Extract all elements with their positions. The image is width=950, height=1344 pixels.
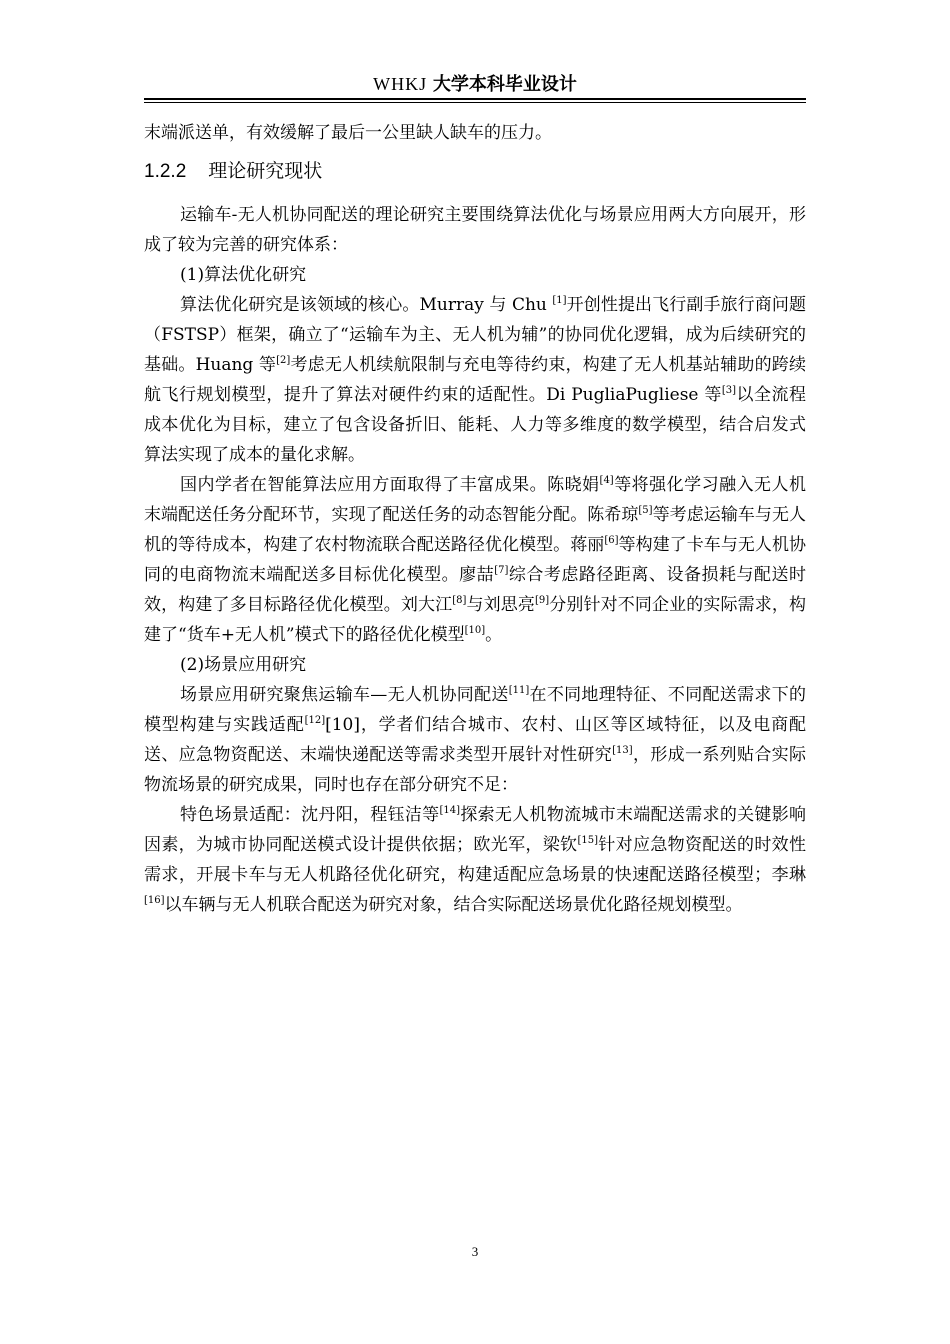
subheading-scenario: (2)场景应用研究 bbox=[180, 655, 307, 675]
page-body bbox=[144, 118, 806, 920]
citation-9: [9] bbox=[535, 595, 550, 606]
header-code: WHKJ bbox=[373, 74, 428, 94]
page-header bbox=[144, 72, 806, 96]
paragraph-domestic bbox=[144, 470, 806, 650]
text-run: 等构建了卡车与无人机协同的电商物流末端配送多目标优化模型。廖喆 bbox=[144, 535, 807, 585]
section-title: 理论研究现状 bbox=[208, 160, 323, 182]
citation-7: [7] bbox=[494, 565, 509, 576]
citation-15: [15] bbox=[577, 835, 598, 846]
citation-11: [11] bbox=[508, 685, 530, 696]
text-run: 在不同地理特征、不同配送需求下的模型构建与实践适配 bbox=[144, 685, 807, 735]
text-run: 以全流程成本优化为目标，建立了包含设备折旧、能耗、人力等多维度的数学模型，结合启发式算法实现了成本的量化求解。 bbox=[144, 385, 806, 465]
citation-14: [14] bbox=[439, 805, 461, 816]
text-run: [10]，学者们结合城市、农村、山区等区域特征，以及电商配送、应急物资配送、末端快递配送等需求类型开展针对性研究 bbox=[144, 715, 806, 765]
text-run: 国内学者在智能算法应用方面取得了丰富成果。陈晓娟 bbox=[180, 475, 600, 495]
text-run: 考虑无人机续航限制与充电等待约束，构建了无人机基站辅助的跨续航飞行规划模型，提升了算法对硬件约束的适配性。Di PugliaPugliese 等 bbox=[144, 355, 806, 405]
header-title: 大学本科毕业设计 bbox=[432, 74, 577, 95]
text-run: 场景应用研究聚焦运输车—无人机协同配送 bbox=[180, 685, 509, 705]
text-run: 等将强化学习融入无人机末端配送任务分配环节，实现了配送任务的动态智能分配。陈希琼 bbox=[144, 475, 807, 525]
text-run: 探索无人机物流城市末端配送需求的关键影响因素，为城市协同配送模式设计提供依据；欧光军，梁钦 bbox=[144, 805, 807, 855]
text-run: 以车辆与无人机联合配送为研究对象，结合实际配送场景优化路径规划模型。 bbox=[164, 895, 743, 915]
subheading-algorithm: (1)算法优化研究 bbox=[180, 265, 307, 285]
paragraph-scenario bbox=[144, 680, 806, 800]
header-rule-thick bbox=[144, 98, 806, 100]
section-heading bbox=[144, 156, 806, 187]
citation-4: [4] bbox=[599, 475, 614, 486]
paragraph-special-scenarios bbox=[144, 800, 806, 920]
citation-8: [8] bbox=[452, 595, 467, 606]
page-number: 3 bbox=[471, 1244, 479, 1259]
text-run: ，形成一系列贴合实际物流场景的研究成果，同时也存在部分研究不足： bbox=[144, 745, 807, 795]
text-run: 分别针对不同企业的实际需求，构建了“货车+无人机”模式下的路径优化模型 bbox=[144, 595, 807, 645]
citation-2: [2] bbox=[276, 355, 291, 366]
text-run: 等考虑运输车与无人机的等待成本，构建了农村物流联合配送路径优化模型。蒋丽 bbox=[144, 505, 807, 555]
text-run: 开创性提出飞行副手旅行商问题（FSTSP）框架，确立了“运输车为主、无人机为辅”的协同优化逻辑，成为后续研究的基础。Huang 等 bbox=[144, 295, 807, 375]
text-run: 针对应急物资配送的时效性需求，开展卡车与无人机路径优化研究，构建适配应急场景的快速配送路径模型；李琳 bbox=[144, 835, 807, 885]
text-run: 综合考虑路径距离、设备损耗与配送时效，构建了多目标路径优化模型。刘大江 bbox=[144, 565, 807, 615]
paragraph-algorithm bbox=[144, 290, 806, 470]
citation-3: [3] bbox=[721, 385, 737, 396]
header-rule-thin bbox=[144, 102, 806, 103]
intro-paragraph: 运输车-无人机协同配送的理论研究主要围绕算法优化与场景应用两大方向展开，形成了较为完善的研究体系： bbox=[144, 205, 806, 255]
citation-12: [12] bbox=[304, 715, 326, 726]
citation-5: [5] bbox=[638, 505, 653, 516]
text-run: 与刘思亮 bbox=[466, 595, 536, 615]
citation-10: [10] bbox=[464, 625, 486, 636]
citation-1: [1] bbox=[552, 295, 567, 306]
citation-6: [6] bbox=[604, 535, 619, 546]
text-run: 。 bbox=[485, 625, 503, 645]
section-number: 1.2.2 bbox=[144, 161, 187, 182]
text-run: 特色场景适配：沈丹阳，程钰洁等 bbox=[180, 805, 440, 825]
continuation-paragraph: 末端派送单，有效缓解了最后一公里缺人缺车的压力。 bbox=[144, 123, 552, 143]
citation-16: [16] bbox=[144, 895, 165, 906]
citation-13: [13] bbox=[612, 745, 633, 756]
text-run: 算法优化研究是该领域的核心。Murray 与 Chu bbox=[180, 295, 553, 315]
